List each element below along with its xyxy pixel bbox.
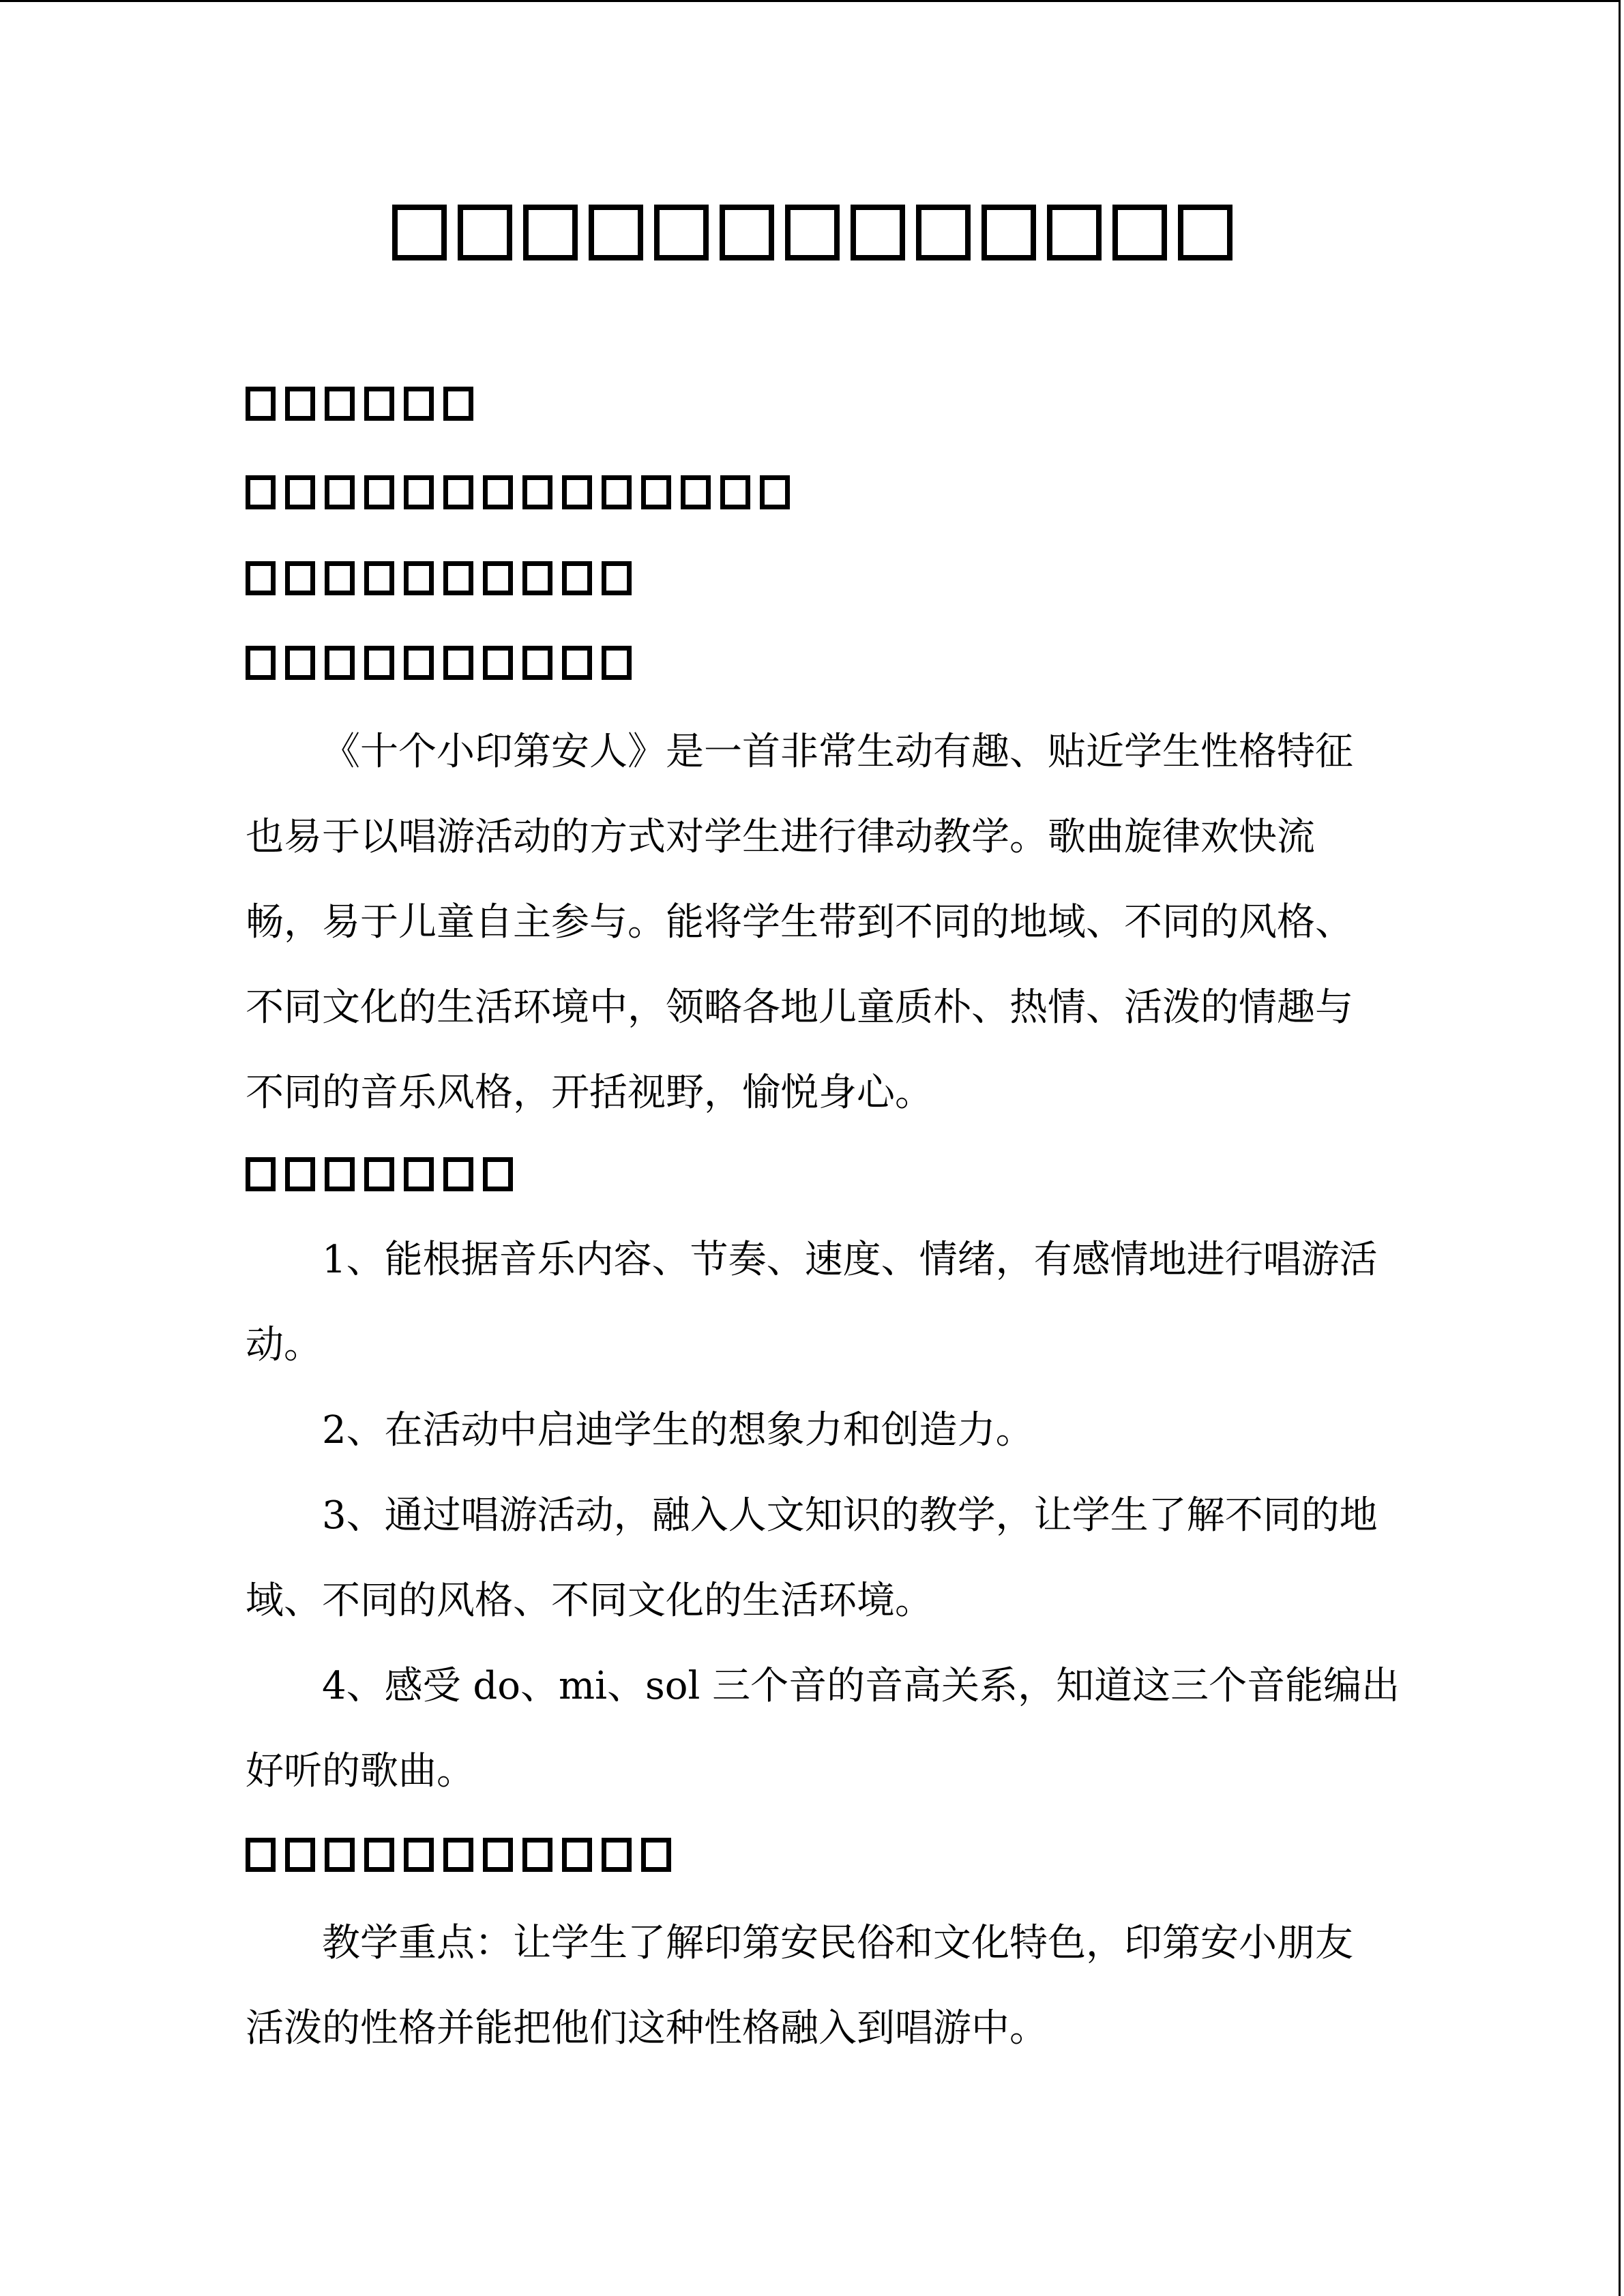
- text-line: 4、感受 do、mi、sol 三个音的音高关系，知道这三个音能编出: [322, 1664, 1400, 1708]
- text-line: 动。: [246, 1323, 322, 1367]
- missing-glyph-box: [246, 646, 276, 680]
- missing-glyph-box: [364, 561, 394, 595]
- missing-glyph-box: [562, 561, 592, 595]
- missing-glyph-box: [325, 646, 355, 680]
- missing-glyph-box: [522, 646, 552, 680]
- text-line: 活泼的性格并能把他们这种性格融入到唱游中。: [246, 2006, 1048, 2051]
- intro-paragraph: [246, 709, 1381, 1135]
- missing-glyph-box: [285, 561, 315, 595]
- missing-glyph-box: [1178, 205, 1232, 260]
- goal-4: [246, 1643, 1400, 1814]
- text-line: 3、通过唱游活动，融入人文知识的教学，让学生了解不同的地: [322, 1493, 1378, 1538]
- heading-glyphs: [246, 646, 641, 680]
- missing-glyph-box: [285, 475, 315, 509]
- missing-glyph-box: [681, 475, 711, 509]
- missing-glyph-box: [364, 387, 394, 421]
- missing-glyph-box: [720, 475, 750, 509]
- missing-glyph-box: [246, 1157, 276, 1191]
- missing-glyph-box: [443, 1157, 473, 1191]
- goal-2: [246, 1388, 1381, 1473]
- heading-5: [246, 1157, 522, 1191]
- text-line: 2、在活动中启迪学生的想象力和创造力。: [322, 1408, 1034, 1452]
- missing-glyph-box: [246, 475, 276, 509]
- missing-glyph-box: [483, 646, 513, 680]
- heading-glyphs: [246, 1838, 681, 1872]
- missing-glyph-box: [785, 205, 840, 260]
- missing-glyph-box: [562, 646, 592, 680]
- missing-glyph-box: [443, 561, 473, 595]
- missing-glyph-box: [246, 1838, 276, 1872]
- missing-glyph-box: [851, 205, 905, 260]
- text-line: 1、能根据音乐内容、节奏、速度、情绪，有感情地进行唱游活: [322, 1238, 1378, 1282]
- goal-1: [246, 1217, 1381, 1388]
- text-line: 畅，易于儿童自主参与。能将学生带到不同的地域、不同的风格、: [246, 900, 1353, 944]
- missing-glyph-box: [1112, 205, 1167, 260]
- missing-glyph-box: [981, 205, 1036, 260]
- text-line: 也易于以唱游活动的方式对学生进行律动教学。歌曲旋律欢快流: [246, 815, 1315, 859]
- missing-glyph-box: [364, 1838, 394, 1872]
- missing-glyph-box: [285, 387, 315, 421]
- text-line: 好听的歌曲。: [246, 1749, 475, 1793]
- heading-glyphs: [246, 475, 799, 509]
- text-line: 不同的音乐风格，开括视野，愉悦身心。: [246, 1071, 933, 1115]
- heading-1: [246, 387, 483, 421]
- missing-glyph-box: [392, 205, 447, 260]
- missing-glyph-box: [325, 475, 355, 509]
- missing-glyph-box: [483, 1157, 513, 1191]
- missing-glyph-box: [720, 205, 774, 260]
- focus-paragraph: [246, 1900, 1381, 2071]
- text-line: 《十个小印第安人》是一首非常生动有趣、贴近学生性格特征: [322, 730, 1353, 774]
- missing-glyph-box: [562, 1838, 592, 1872]
- missing-glyph-box: [285, 646, 315, 680]
- missing-glyph-box: [483, 475, 513, 509]
- missing-glyph-box: [522, 1838, 552, 1872]
- missing-glyph-box: [443, 475, 473, 509]
- missing-glyph-box: [483, 561, 513, 595]
- missing-glyph-box: [364, 475, 394, 509]
- missing-glyph-box: [404, 1157, 434, 1191]
- missing-glyph-box: [589, 205, 643, 260]
- missing-glyph-box: [602, 561, 632, 595]
- missing-glyph-box: [325, 1838, 355, 1872]
- missing-glyph-box: [458, 205, 512, 260]
- missing-glyph-box: [246, 561, 276, 595]
- missing-glyph-box: [404, 387, 434, 421]
- missing-glyph-box: [602, 646, 632, 680]
- missing-glyph-box: [523, 205, 578, 260]
- text-line: 域、不同的风格、不同文化的生活环境。: [246, 1579, 933, 1623]
- missing-glyph-box: [443, 387, 473, 421]
- title-glyphs: [392, 205, 1232, 260]
- missing-glyph-box: [325, 1157, 355, 1191]
- heading-glyphs: [246, 1157, 522, 1191]
- missing-glyph-box: [641, 475, 671, 509]
- heading-6: [246, 1838, 681, 1872]
- missing-glyph-box: [760, 475, 790, 509]
- missing-glyph-box: [443, 646, 473, 680]
- missing-glyph-box: [285, 1157, 315, 1191]
- text-line: 不同文化的生活环境中，领略各地儿童质朴、热情、活泼的情趣与: [246, 985, 1353, 1030]
- heading-2: [246, 475, 799, 509]
- heading-glyphs: [246, 387, 483, 421]
- text-line: 教学重点：让学生了解印第安民俗和文化特色，印第安小朋友: [322, 1921, 1353, 1965]
- missing-glyph-box: [285, 1838, 315, 1872]
- missing-glyph-box: [522, 475, 552, 509]
- missing-glyph-box: [641, 1838, 671, 1872]
- missing-glyph-box: [522, 561, 552, 595]
- heading-4: [246, 646, 641, 680]
- missing-glyph-box: [364, 1157, 394, 1191]
- goal-3: [246, 1473, 1381, 1643]
- missing-glyph-box: [404, 475, 434, 509]
- missing-glyph-box: [602, 1838, 632, 1872]
- missing-glyph-box: [483, 1838, 513, 1872]
- missing-glyph-box: [364, 646, 394, 680]
- heading-3: [246, 561, 641, 595]
- missing-glyph-box: [404, 1838, 434, 1872]
- missing-glyph-box: [602, 475, 632, 509]
- missing-glyph-box: [404, 646, 434, 680]
- missing-glyph-box: [916, 205, 971, 260]
- document-title: [0, 205, 1624, 260]
- missing-glyph-box: [654, 205, 709, 260]
- missing-glyph-box: [246, 387, 276, 421]
- missing-glyph-box: [443, 1838, 473, 1872]
- missing-glyph-box: [325, 387, 355, 421]
- missing-glyph-box: [404, 561, 434, 595]
- missing-glyph-box: [1047, 205, 1102, 260]
- heading-glyphs: [246, 561, 641, 595]
- missing-glyph-box: [562, 475, 592, 509]
- missing-glyph-box: [325, 561, 355, 595]
